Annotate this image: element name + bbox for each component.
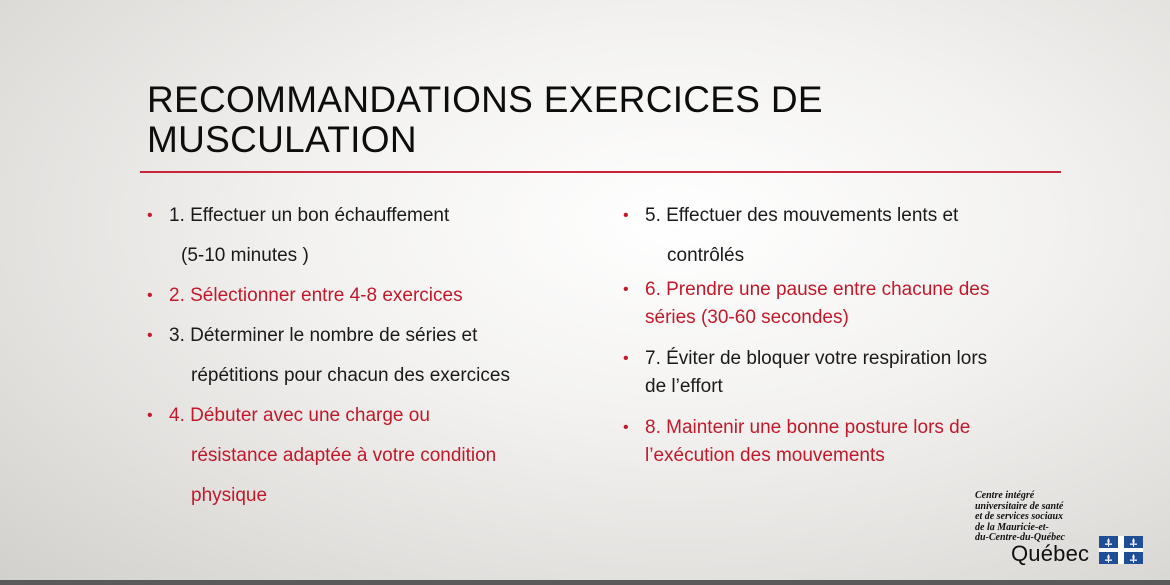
organization-name-line: du-Centre-du-Québec [975,532,1065,543]
recommendation-item [623,345,1063,401]
quebec-wordmark: Québec [1011,541,1090,566]
slide-title-line-1: RECOMMANDATIONS EXERCICES DE [147,79,823,120]
bullet-icon: • [623,350,629,367]
bullet-icon: • [623,207,629,224]
recommendation-item [147,316,577,396]
recommendation-text: 4. Débuter avec une charge ou [169,405,430,426]
ciusss-quebec-logo [975,491,1145,571]
recommendation-text: 5. Effectuer des mouvements lents et [645,205,959,226]
slide-title-line-2: MUSCULATION [147,119,417,160]
recommendations-left-column [147,196,577,516]
title-divider [140,171,1061,173]
recommendation-text: résistance adaptée à votre condition [191,445,497,466]
recommendation-text: (5-10 minutes ) [181,245,309,266]
recommendation-item [147,196,577,276]
recommendation-text: 3. Déterminer le nombre de séries et [169,325,478,346]
recommendation-text: de l’effort [645,376,723,397]
recommendation-text: 8. Maintenir une bonne posture lors de [645,417,971,438]
bullet-icon: • [623,281,629,298]
recommendation-item [147,396,577,516]
recommendation-text: 7. Éviter de bloquer votre respiration lors [645,348,988,369]
recommendation-text: contrôlés [667,245,745,266]
organization-name-line: universitaire de santé [975,500,1064,512]
recommendation-text: 6. Prendre une pause entre chacune des [645,279,990,300]
recommendation-item [623,276,1063,332]
recommendation-text: 2. Sélectionner entre 4-8 exercices [169,285,463,306]
bullet-icon: • [147,207,153,224]
organization-name-line: de la Mauricie-et- [975,521,1049,533]
recommendation-item [147,276,577,316]
bullet-icon: • [147,327,153,344]
recommendation-item [623,414,1063,470]
organization-name-line: et de services sociaux [975,511,1064,522]
recommendations-right-column [623,196,1063,470]
bullet-icon: • [623,419,629,436]
fleur-de-lis-flag-icon [1099,536,1143,564]
recommendation-text: séries (30-60 secondes) [645,307,849,328]
bullet-icon: • [147,287,153,304]
recommendation-text: répétitions pour chacun des exercices [191,365,510,386]
recommendation-item [623,196,1063,276]
bullet-icon: • [147,407,153,424]
recommendation-text: 1. Effectuer un bon échauffement [169,205,450,226]
slide-title [147,80,1047,160]
organization-name-line: Centre intégré [975,490,1035,501]
recommendation-text: l’exécution des mouvements [645,445,885,466]
recommendation-text: physique [191,485,268,506]
slide-bottom-edge [0,580,1170,585]
